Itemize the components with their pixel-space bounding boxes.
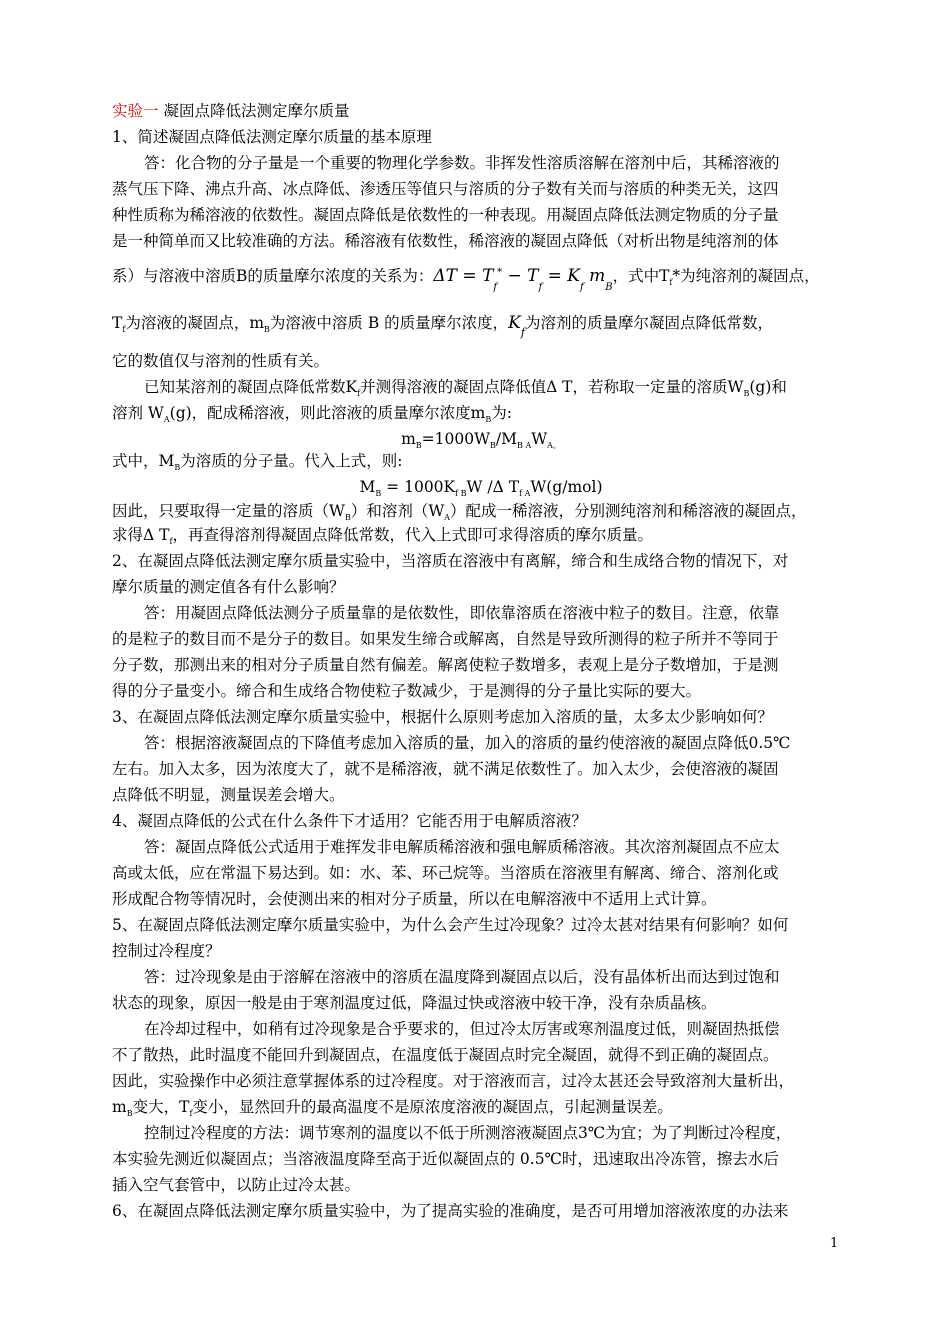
paragraph-line: 求得Δ $T_f$，再查得溶剂得凝固点降低常数，代入上式即可求得溶质的摩尔质量。	[112, 526, 653, 546]
paragraph-line: 左右。加入太多，因为浓度大了，就不是稀溶液，就不满足依数性了。加入太少，会使溶液的凝固	[112, 760, 779, 778]
freezing-point-formula: $\Delta T = T_f^* - T_f = K_f$ $m_B$	[433, 266, 613, 293]
equation-line: $M_B = 1000K_{f B}W$ /Δ $T_{f A}W(g/mol)$	[359, 478, 603, 498]
paragraph-text: *为纯溶剂的凝固点，	[672, 267, 820, 285]
question-3: 3、在凝固点降低法测定摩尔质量实验中，根据什么原则考虑加入溶质的量，太多太少影响如何？	[112, 708, 773, 726]
question-2: 2、在凝固点降低法测定摩尔质量实验中，当溶质在溶液中有离解，缔合和生成络合物的情况下，对	[112, 552, 789, 570]
question-6: 6、在凝固点降低法测定摩尔质量实验中，为了提高实验的准确度，是否可用增加溶液浓度的办法来	[112, 1202, 789, 1220]
paragraph-line: 是一种简单而又比较准确的方法。稀溶液有依数性，稀溶液的凝固点降低（对析出物是纯溶剂的体	[112, 232, 779, 250]
paragraph-line: 答：过冷现象是由于溶解在溶液中的溶质在温度降到凝固点以后，没有晶体析出而达到过饱和	[144, 968, 780, 986]
paragraph-line: $T_f$为溶液的凝固点，$m_B$为溶液中溶质 B 的质量摩尔浓度，$K_f$为溶剂的质量摩尔凝固点降低常数，	[112, 313, 773, 339]
paragraph-line: $m_B$变大，$T_f$变小，显然回升的最高温度不是原浓度溶液的凝固点，引起测量误差。	[112, 1098, 673, 1118]
paragraph-line: 已知某溶剂的凝固点降低常数$K_f$并测得溶液的凝固点降低值Δ T，若称取一定量的溶质$W_B(g)$和	[144, 378, 787, 398]
question-5: 5、在凝固点降低法测定摩尔质量实验中，为什么会产生过冷现象？过冷太甚对结果有何影响？如何	[112, 916, 789, 934]
paragraph-line: 分子数，那测出来的相对分子质量自然有偏差。解离使粒子数增多，表观上是分子数增加，于是测	[112, 656, 779, 674]
question-4: 4、凝固点降低的公式在什么条件下才适用？它能否用于电解质溶液？	[112, 812, 587, 830]
paragraph-line: 它的数值仅与溶剂的性质有关。	[112, 352, 330, 370]
formula-line: 系）与溶液中溶质B的质量摩尔浓度的关系为：$\Delta T = T_f^* - T_f = K_f$ $m_B$，式中$T_f*$为纯溶剂的凝固点，	[112, 266, 820, 293]
paragraph-line: 溶剂 $W_A(g)$，配成稀溶液，则此溶液的质量摩尔浓度$m_B$为:	[112, 404, 512, 424]
paragraph-line: 蒸气压下降、沸点升高、冰点降低、渗透压等值只与溶质的分子数有关而与溶质的种类无关，这四	[112, 180, 779, 198]
paragraph-line: 本实验先测近似凝固点；当溶液温度降至高于近似凝固点的 0.5℃时，迅速取出冷冻管，擦去水后	[112, 1150, 779, 1168]
paragraph-line: 因此，实验操作中必须注意掌握体系的过冷程度。对于溶液而言，过冷太甚还会导致溶剂大量析出，	[112, 1072, 795, 1090]
paragraph-line: 答：根据溶液凝固点的下降值考虑加入溶质的量，加入的溶质的量约使溶液的凝固点降低0.5℃	[144, 734, 791, 752]
paragraph-line: 种性质称为稀溶液的依数性。凝固点降低是依数性的一种表现。用凝固点降低法测定物质的分子量	[112, 206, 779, 224]
paragraph-line: 答：凝固点降低公式适用于难挥发非电解质稀溶液和强电解质稀溶液。其次溶剂凝固点不应太	[144, 838, 780, 856]
paragraph-line: 点降低不明显，测量误差会增大。	[112, 786, 345, 804]
paragraph-line: 答：化合物的分子量是一个重要的物理化学参数。非挥发性溶质溶解在溶剂中后，其稀溶液的	[144, 154, 780, 172]
paragraph-line: 因此，只要取得一定量的溶质$(W_B)$和溶剂$(W_A)$配成一稀溶液，分别测纯溶剂和稀溶液的凝固点，	[112, 502, 807, 522]
question-5-cont: 控制过冷程度？	[112, 942, 221, 960]
experiment-title	[112, 100, 349, 122]
paragraph-line: 在冷却过程中，如稍有过冷现象是合乎要求的，但过冷太厉害或寒剂温度过低，则凝固热抵偿	[144, 1020, 780, 1038]
constant-k: K	[508, 313, 521, 333]
paragraph-line: 控制过冷程度的方法：调节寒剂的温度以不低于所测溶液凝固点3℃为宜；为了判断过冷程度，	[144, 1124, 792, 1142]
question-2-cont: 摩尔质量的测定值各有什么影响？	[112, 578, 345, 596]
paragraph-line: 不了散热，此时温度不能回升到凝固点，在温度低于凝固点时完全凝固，就得不到正确的凝固点。	[112, 1046, 779, 1064]
title-rest: 凝固点降低法测定摩尔质量	[158, 102, 350, 120]
paragraph-line: 状态的现象，原因一般是由于寒剂温度过低，降温过快或溶液中较干净，没有杂质晶核。	[112, 994, 717, 1012]
equation-line: $m_B=1000W_B/M_{B A}W_{A。}$	[401, 430, 561, 450]
page-number: 1	[830, 1236, 839, 1251]
paragraph-line: 形成配合物等情况时，会使测出来的相对分子质量，所以在电解溶液中不适用上式计算。	[112, 890, 717, 908]
paragraph-line: 答：用凝固点降低法测分子质量靠的是依数性，即依靠溶质在溶液中粒子的数目。注意，依靠	[144, 604, 780, 622]
paragraph-text: 系）与溶液中溶质B的质量摩尔浓度的关系为：	[112, 267, 434, 285]
paragraph-text: ，式中T	[612, 267, 670, 285]
paragraph-line: 得的分子量变小。缔合和生成络合物使粒子数减少，于是测得的分子量比实际的要大。	[112, 682, 702, 700]
paragraph-line: 高或太低，应在常温下易达到。如：水、苯、环己烷等。当溶质在溶液里有解离、缔合、溶剂化或	[112, 864, 779, 882]
question-1: 1、简述凝固点降低法测定摩尔质量的基本原理	[112, 128, 432, 146]
title-prefix: 实验一	[112, 102, 159, 120]
paragraph-line: 插入空气套管中，以防止过冷太甚。	[112, 1176, 361, 1194]
paragraph-line: 的是粒子的数目而不是分子的数目。如果发生缔合或解离，自然是导致所测得的粒子所并不等同于	[112, 630, 779, 648]
paragraph-line: 式中，$M_B$为溶质的分子量。代入上式，则:	[112, 452, 403, 472]
